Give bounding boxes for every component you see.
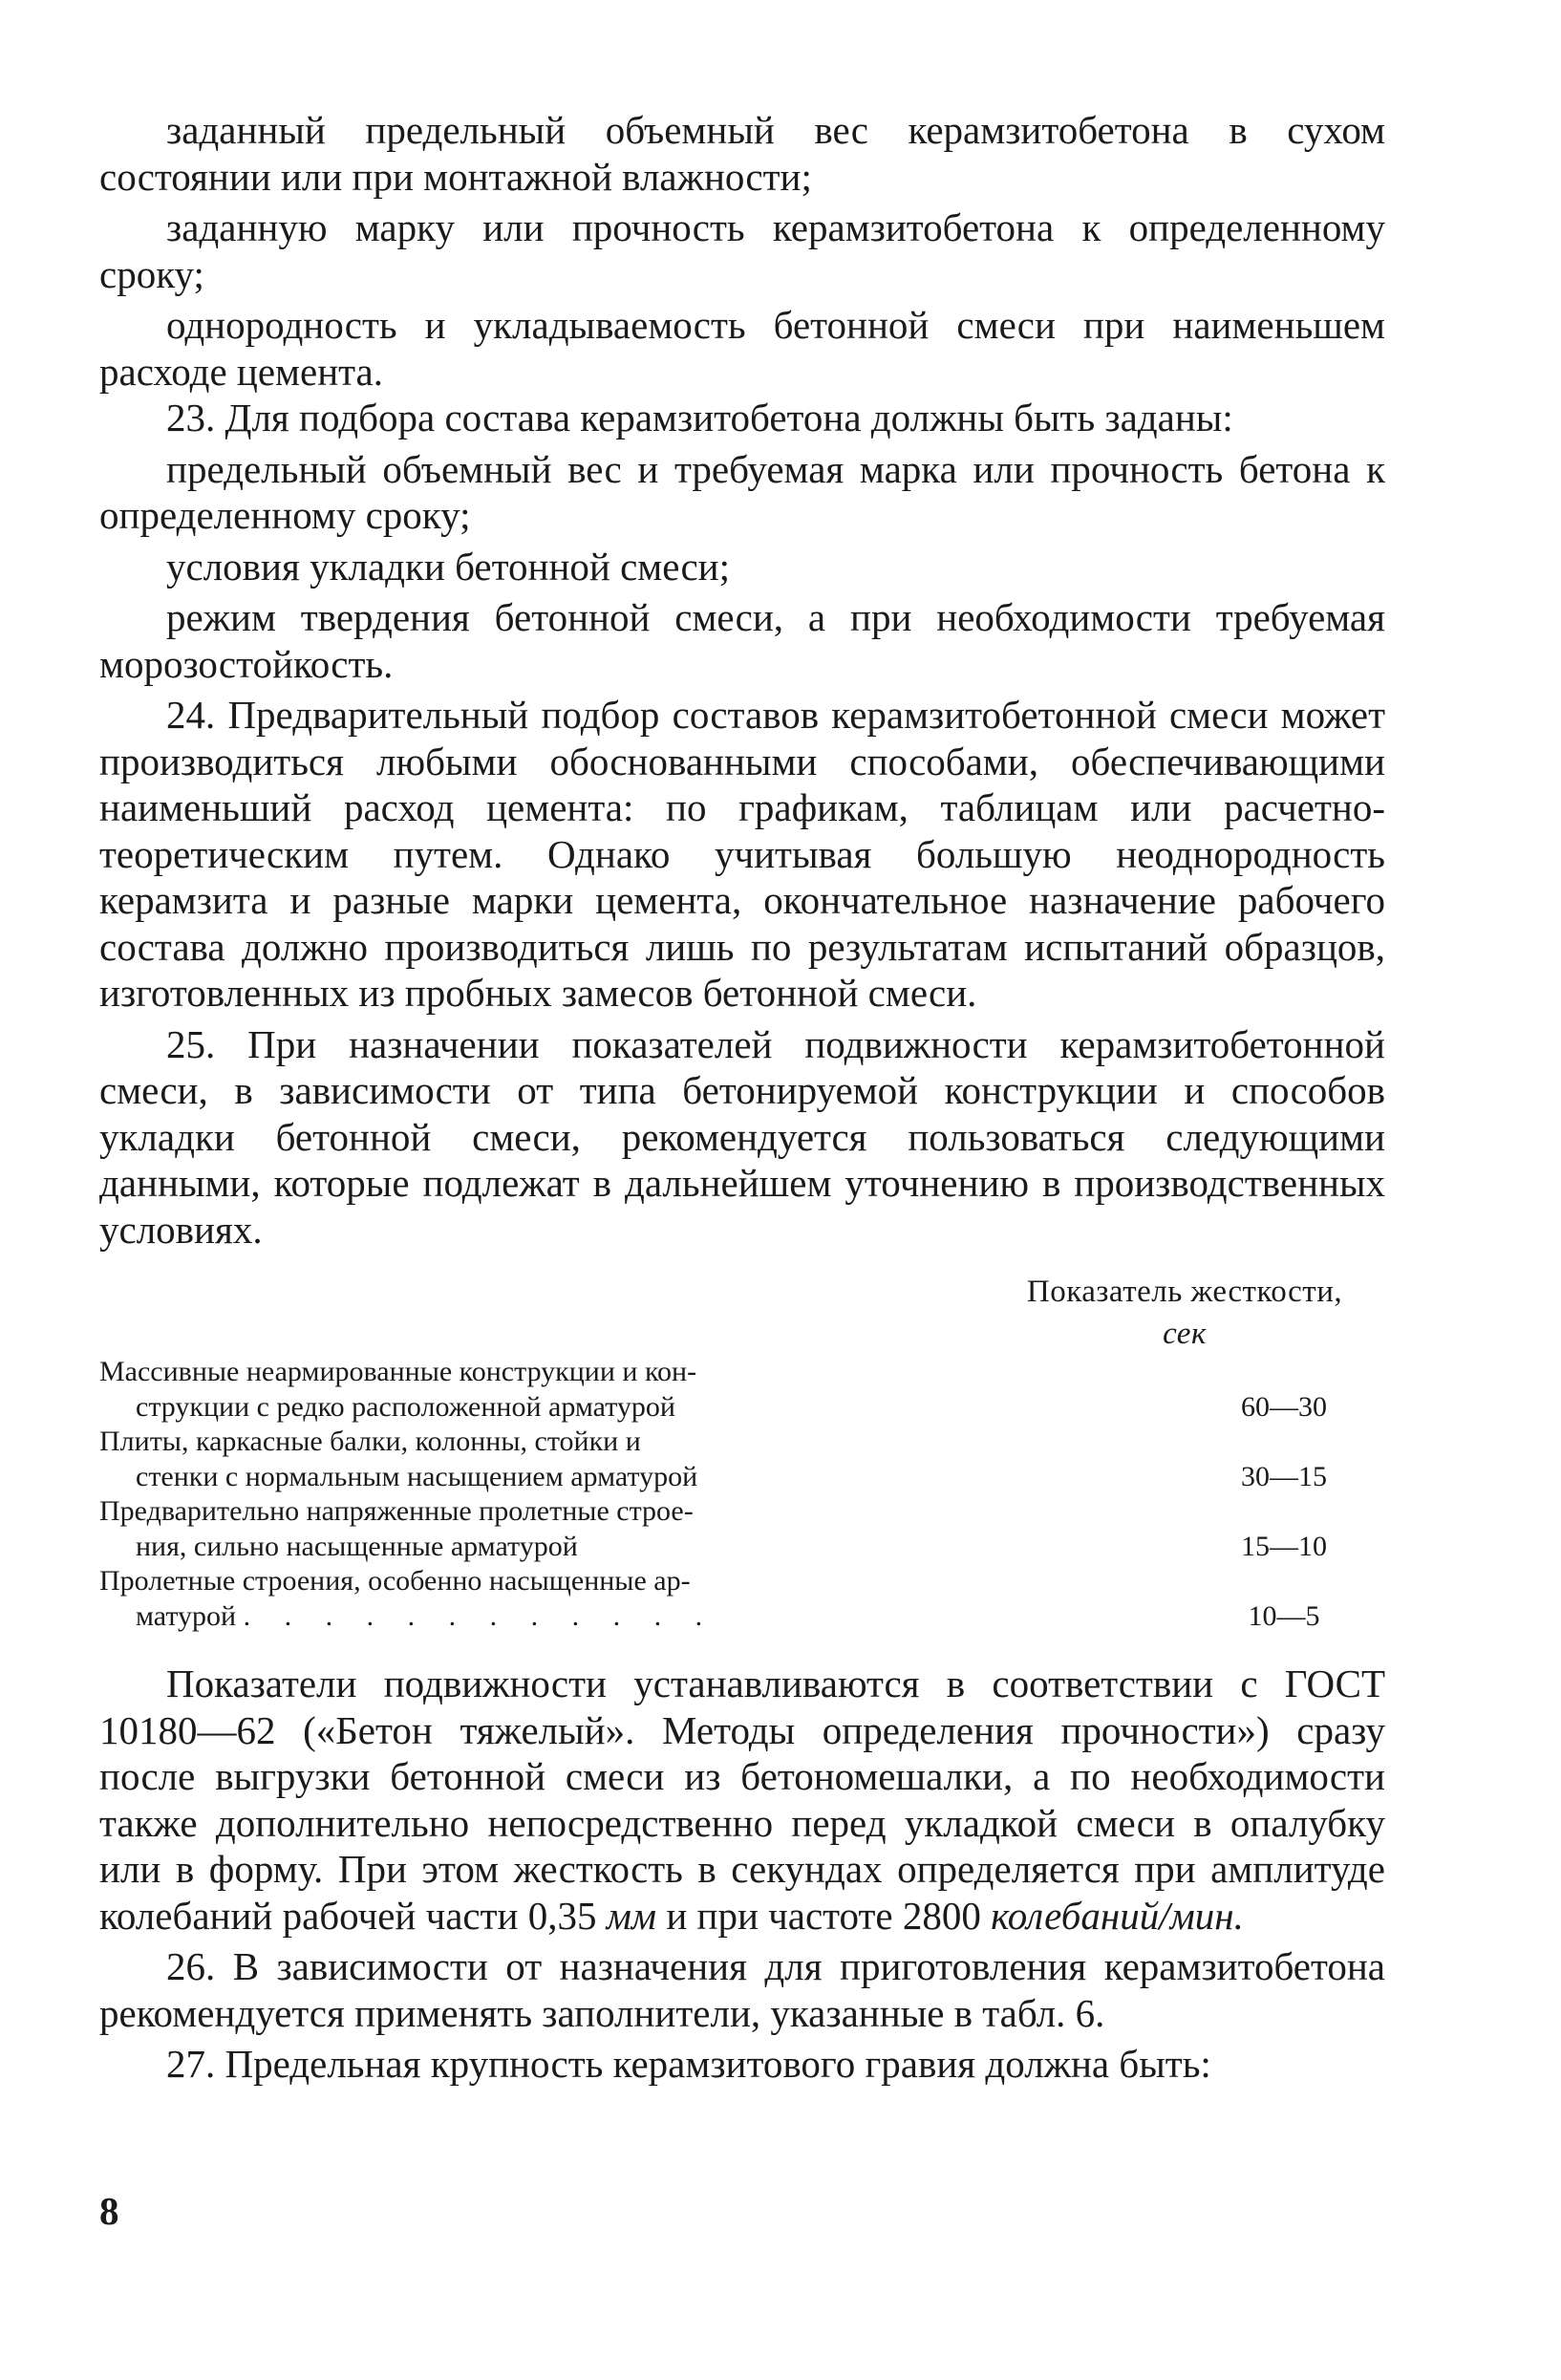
table-row [99, 1355, 1385, 1425]
table-row [99, 1494, 1385, 1564]
bottom-text-block [99, 1661, 1385, 2088]
paragraph-requirement-strength: заданную марку или прочность керамзитобетона к определенному сроку; [99, 205, 1385, 296]
paragraph-given-hardening: режим твердения бетонной смеси, а при необходимости требуемая морозостойкость. [99, 595, 1385, 686]
stiffness-table [99, 1355, 1385, 1634]
table-row-label: Плиты, каркасные балки, колонны, стойки и стенки с нормальным насыщением арматурой [99, 1426, 698, 1492]
table-row-label: Предварительно напряженные пролетные строе- ния, сильно насыщенные арматурой [99, 1495, 694, 1562]
table-row-label: Массивные неармированные конструкции и кон- струкции с редко расположенной арматурой [99, 1356, 697, 1423]
page-number: 8 [99, 2189, 119, 2233]
table-row [99, 1425, 1385, 1494]
paragraph-item-26: 26. В зависимости от назначения для приготовления керамзитобетона рекомендуется применять заполнители, указанные в табл. 6. [99, 1944, 1385, 2035]
table-header-unit: сек [1163, 1317, 1207, 1351]
paragraph-item-27: 27. Предельная крупность керамзитового гравия должна быть: [166, 2042, 1211, 2086]
paragraph-item-24: 24. Предварительный подбор составов керамзитобетонной смеси может производиться любыми обоснованными способами, обеспечивающими наименьший расход цемента: по графикам, таблицам или расчетно-теоретическим путем. Однако учитывая большую неоднородность керамзита и разные марки цемента, окончательное назначение рабочего состава должно производиться лишь по результатам испытаний образцов, изготовленных из пробных замесов бетонной смеси. [99, 693, 1385, 1015]
table-header-title: Показатель жесткости, [1026, 1275, 1343, 1309]
paragraph-item-25: 25. При назначении показателей подвижности керамзитобетонной смеси, в зависимости от типа бетонируемой конструкции и способов укладки бетонной смеси, рекомендуется пользоваться следующими данными, которые подлежат в дальнейшем уточнению в производственных условиях. [99, 1021, 1385, 1252]
paragraph-requirement-uniformity: однородность и укладываемость бетонной смеси при наименьшем расходе цемента. [99, 303, 1385, 394]
top-text-block [99, 107, 1385, 1253]
table-row-value: 15—10 [1241, 1530, 1327, 1562]
paragraph-item-23: 23. Для подбора состава керамзитобетона должны быть заданы: [166, 396, 1233, 440]
paragraph-given-density: предельный объемный вес и требуемая марка или прочность бетона к определенному сроку; [99, 446, 1385, 537]
table-row-value: 60—30 [1241, 1390, 1327, 1423]
table-row-value: 10—5 [1248, 1599, 1320, 1632]
paragraph-given-conditions: условия укладки бетонной смеси; [166, 544, 730, 589]
leader-dots: . . . . . . . . . . . . [243, 1599, 716, 1632]
table-row [99, 1564, 1385, 1634]
table-header [984, 1271, 1385, 1355]
paragraph-requirement-density: заданный предельный объемный вес керамзитобетона в сухом состоянии или при монтажной влажности; [99, 108, 1385, 199]
table-row-label: Пролетные строения, особенно насыщенные ар- матурой . . . . . . . . . . . . [99, 1565, 716, 1632]
table-row-value: 30—15 [1241, 1460, 1327, 1492]
paragraph-mobility-gost: Показатели подвижности устанавливаются в соответствии с ГОСТ 10180—62 («Бетон тяжелый». Методы определения прочности») сразу после выгрузки бетонной смеси из бетономешалки, а по необходимости также дополнительно непосредственно перед укладкой смеси в опалубку или в форму. При этом жесткость в секундах определяется при амплитуде колебаний рабочей части 0,35 мм и при частоте 2800 колебаний/мин. [99, 1662, 1385, 1938]
